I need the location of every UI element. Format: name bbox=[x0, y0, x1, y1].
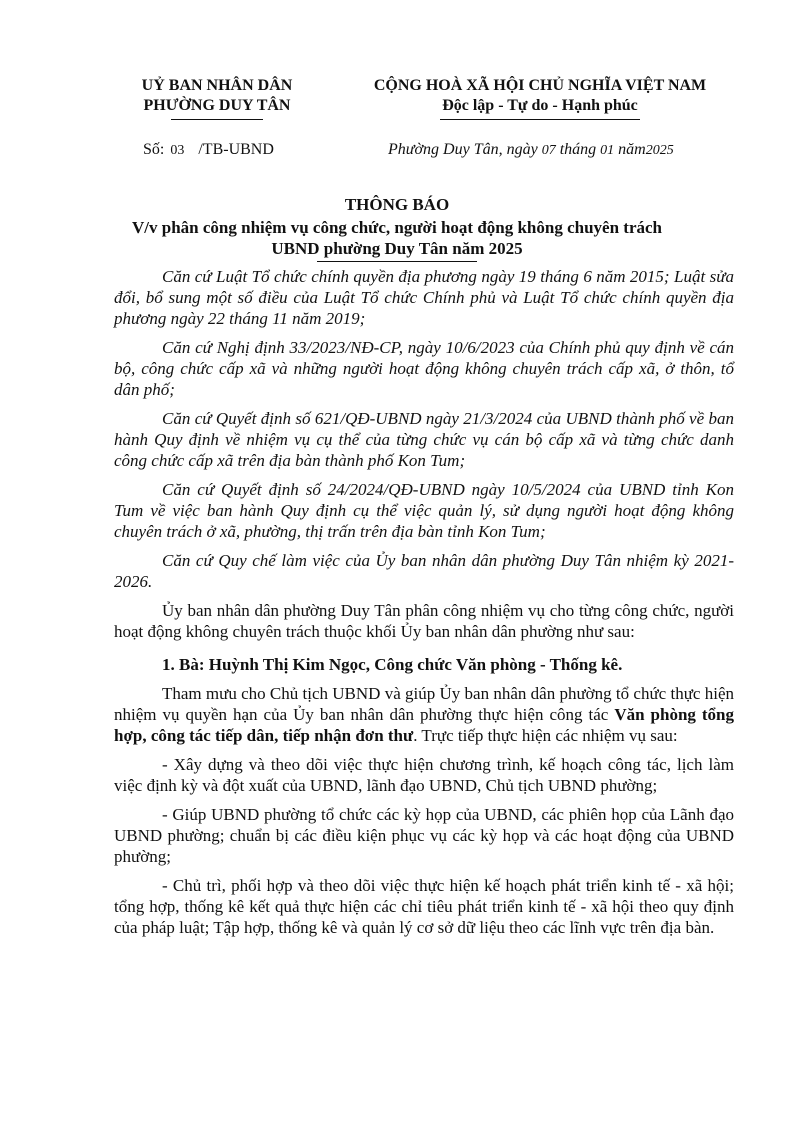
country-name: CỘNG HOÀ XÃ HỘI CHỦ NGHĨA VIỆT NAM bbox=[373, 77, 707, 94]
motto-underline bbox=[440, 119, 640, 120]
section-1-text-bold: Văn phòng tổng hợp, công tác tiếp dân, tiếp nhận đơn thư bbox=[114, 705, 735, 745]
motto: Độc lập - Tự do - Hạnh phúc bbox=[442, 97, 638, 114]
legal-basis-4: Căn cứ Quyết định số 24/2024/QĐ-UBND ngày 10/5/2024 của UBND tỉnh Kon Tum về việc ban hành Quy định cụ thể việc quản lý, sử dụng người hoạt động không chuyên trách ở xã, phường, thị trấn trên địa bàn tỉnh Kon Tum; bbox=[114, 480, 734, 541]
legal-basis-5: Căn cứ Quy chế làm việc của Ủy ban nhân dân phường Duy Tân nhiệm kỳ 2021- 2026. bbox=[114, 551, 734, 591]
title-subject-2: UBND phường Duy Tân năm 2025 bbox=[271, 239, 523, 258]
issuer-block bbox=[112, 76, 322, 120]
intro-paragraph: Ủy ban nhân dân phường Duy Tân phân công nhiệm vụ cho từng công chức, người hoạt động không chuyên trách thuộc khối Ủy ban nhân dân phường như sau: bbox=[114, 601, 734, 641]
legal-basis-3: Căn cứ Quyết định số 621/QĐ-UBND ngày 21/3/2024 của UBND thành phố về ban hành Quy định về nhiệm vụ cụ thể của từng chức vụ cán bộ cấp xã và từng chức danh công chức cấp xã trên địa bàn thành phố Kon Tum; bbox=[114, 409, 734, 470]
section-1-paragraph bbox=[114, 683, 734, 746]
document-body bbox=[114, 266, 734, 946]
date-year: 2025 bbox=[645, 143, 674, 158]
task-item: - Xây dựng và theo dõi việc thực hiện chương trình, kế hoạch công tác, lịch làm việc định kỳ và đột xuất của UBND, lãnh đạo UBND, Chủ tịch UBND phường; bbox=[114, 755, 734, 795]
issuer-underline bbox=[171, 119, 263, 120]
date-day: 07 bbox=[541, 143, 556, 158]
so-suffix: /TB-UBND bbox=[198, 141, 274, 158]
title-main: THÔNG BÁO bbox=[344, 195, 450, 214]
document-title bbox=[80, 194, 714, 262]
legal-basis-2: Căn cứ Nghị định 33/2023/NĐ-CP, ngày 10/6/2023 của Chính phủ quy định về cán bộ, công chức cấp xã và những người hoạt động không chuyên trách cấp xã, ở thôn, tổ dân phố; bbox=[114, 338, 734, 399]
section-1-text-before: Tham mưu cho Chủ tịch UBND và giúp Ủy ban nhân dân phường tổ chức thực hiện nhiệm vụ quyền hạn của Ủy ban nhân dân phường thực hiện công tác bbox=[114, 684, 734, 724]
date-year-label: năm bbox=[618, 141, 646, 158]
title-underline bbox=[317, 261, 477, 262]
issuer-line-1: UỶ BAN NHÂN DÂN bbox=[141, 77, 293, 94]
national-motto-block bbox=[338, 76, 742, 120]
task-item: - Giúp UBND phường tổ chức các kỳ họp của UBND, các phiên họp của Lãnh đạo UBND phường; chuẩn bị các điều kiện phục vụ các kỳ họp và các hoạt động của UBND phường; bbox=[114, 805, 734, 866]
title-subject-1: V/v phân công nhiệm vụ công chức, người hoạt động không chuyên trách bbox=[132, 218, 662, 237]
date-prefix: Phường Duy Tân, ngày bbox=[388, 141, 538, 158]
section-1-text-after: . Trực tiếp thực hiện các nhiệm vụ sau: bbox=[413, 726, 678, 745]
date-month-label: tháng bbox=[559, 141, 597, 158]
date-line bbox=[388, 140, 738, 161]
issuer-line-2: PHƯỜNG DUY TÂN bbox=[143, 97, 291, 114]
document-number bbox=[143, 140, 274, 161]
section-1-heading: 1. Bà: Huỳnh Thị Kim Ngọc, Công chức Văn phòng - Thống kê. bbox=[162, 655, 623, 674]
task-item: - Chủ trì, phối hợp và theo dõi việc thực hiện kế hoạch phát triển kinh tế - xã hội; tổng hợp, thống kê kết quả thực hiện các chỉ tiêu phát triển kinh tế - xã hội theo quy định của pháp luật; Tập hợp, thống kê và quản lý cơ sở dữ liệu theo các lĩnh vực trên địa bàn. bbox=[114, 876, 734, 937]
so-label: Số: bbox=[143, 141, 165, 158]
legal-basis-1: Căn cứ Luật Tổ chức chính quyền địa phương ngày 19 tháng 6 năm 2015; Luật sửa đổi, bổ sung một số điều của Luật Tổ chức Chính phủ và Luật Tổ chức chính quyền địa phương ngày 22 tháng 11 năm 2019; bbox=[114, 267, 734, 328]
date-month: 01 bbox=[600, 143, 615, 158]
so-number: 03 bbox=[170, 143, 185, 158]
